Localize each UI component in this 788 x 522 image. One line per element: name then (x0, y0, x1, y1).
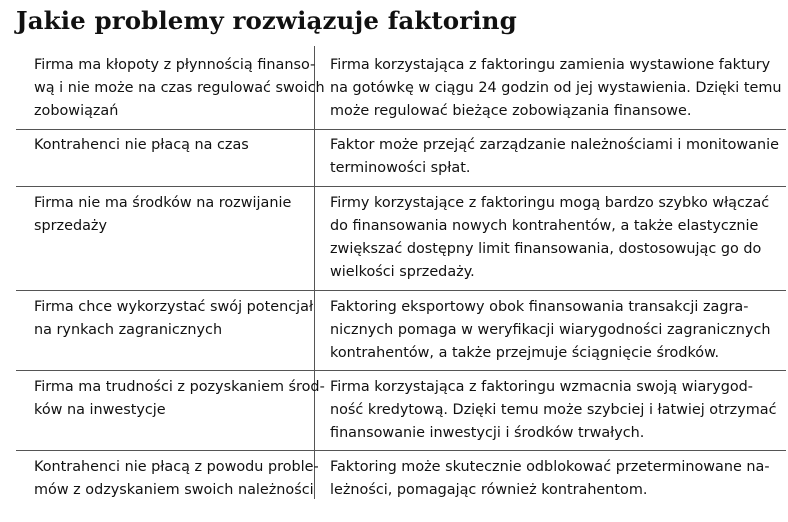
table-row-problem (34, 296, 313, 342)
solution-line: Faktoring eksportowy obok finansowania transakcji zagra- (330, 299, 749, 315)
problem-line: Firma chce wykorzystać swój potencjał (34, 299, 314, 315)
problem-line: Kontrahenci nie płacą z powodu proble- (34, 459, 319, 475)
solution-line: leżności, pomagając również kontrahentom. (330, 482, 648, 498)
table-row-problem (34, 192, 291, 238)
problem-line: ków na inwestycje (34, 402, 166, 418)
problem-line: zobowiązań (34, 103, 119, 119)
solution-line: terminowości spłat. (330, 160, 471, 176)
problem-line: Firma nie ma środków na rozwijanie (34, 195, 292, 211)
table-row-problem (34, 54, 325, 123)
solution-line: na gotówkę w ciągu 24 godzin od jej wystawienia. Dzięki temu (330, 80, 782, 96)
solution-line: do finansowania nowych kontrahentów, a także elastycznie (330, 218, 759, 234)
row-divider (16, 290, 786, 291)
solution-line: finansowanie inwestycji i środków trwałych. (330, 425, 645, 441)
problem-line: Firma ma trudności z pozyskaniem środ- (34, 379, 325, 395)
page-title: Jakie problemy rozwiązuje faktoring (16, 6, 517, 35)
solution-line: może regulować bieżące zobowiązania finansowe. (330, 103, 692, 119)
problem-line: na rynkach zagranicznych (34, 322, 223, 338)
table-row-problem (34, 456, 319, 502)
solution-line: kontrahentów, a także przejmuje ściągnięcie środków. (330, 345, 720, 361)
solution-line: zwiększać dostępny limit finansowania, dostosowując go do (330, 241, 762, 257)
problem-line: Firma ma kłopoty z płynnością finanso- (34, 57, 316, 73)
problem-line: sprzedaży (34, 218, 107, 234)
table-row-solution (330, 134, 779, 180)
row-divider (16, 370, 786, 371)
problem-line: Kontrahenci nie płacą na czas (34, 137, 249, 153)
table-row-solution (330, 54, 781, 123)
solution-line: nicznych pomaga w weryfikacji wiarygodności zagranicznych (330, 322, 771, 338)
solution-line: wielkości sprzedaży. (330, 264, 475, 280)
solution-line: Firma korzystająca z faktoringu zamienia wystawione faktury (330, 57, 771, 73)
table-row-solution (330, 296, 770, 365)
solution-line: Firmy korzystające z faktoringu mogą bardzo szybko włączać (330, 195, 770, 211)
row-divider (16, 450, 786, 451)
table-row-solution (330, 192, 769, 284)
solution-line: ność kredytową. Dzięki temu może szybciej i łatwiej otrzymać (330, 402, 777, 418)
row-divider (16, 129, 786, 130)
table-row-problem (34, 134, 249, 157)
row-divider (16, 186, 786, 187)
table-row-solution (330, 456, 770, 502)
problem-line: wą i nie może na czas regulować swoich (34, 80, 325, 96)
solution-line: Faktor może przejąć zarządzanie należnościami i monitowanie (330, 137, 779, 153)
table-row-solution (330, 376, 776, 445)
problem-line: mów z odzyskaniem swoich należności (34, 482, 314, 498)
table-row-problem (34, 376, 325, 422)
solution-line: Faktoring może skutecznie odblokować przeterminowane na- (330, 459, 770, 475)
solution-line: Firma korzystająca z faktoringu wzmacnia swoją wiarygod- (330, 379, 753, 395)
